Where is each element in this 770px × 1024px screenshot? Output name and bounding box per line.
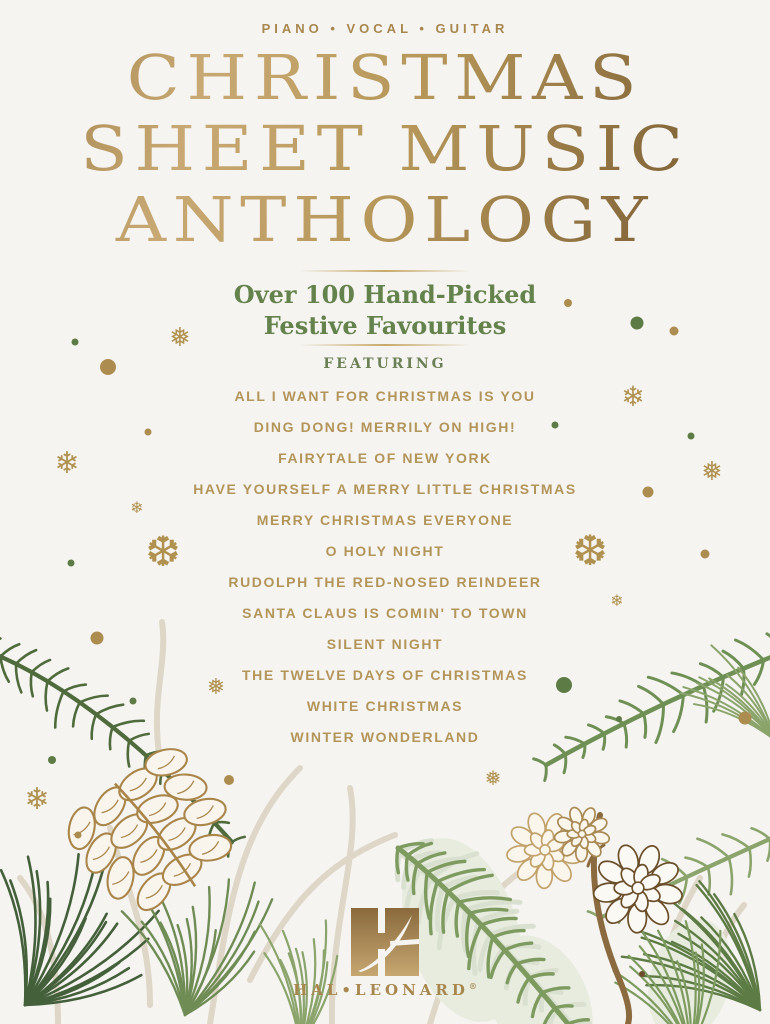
snowflake-icon: ❄	[130, 498, 144, 517]
subtitle-line-1: Over 100 Hand-Picked	[233, 280, 537, 309]
snowflake-icon: ❅	[484, 766, 502, 790]
gold-divider	[299, 270, 471, 272]
song-item: MERRY CHRISTMAS EVERYONE	[256, 512, 514, 528]
song-item: RUDOLPH THE RED-NOSED REINDEER	[228, 574, 542, 590]
song-item: ALL I WANT FOR CHRISTMAS IS YOU	[234, 388, 536, 404]
snowflake-icon: ❆	[145, 527, 181, 576]
snowflake-icon: ❄	[610, 591, 624, 610]
song-item: DING DONG! MERRILY ON HIGH!	[253, 419, 517, 435]
snowflake-icon: ❅	[206, 675, 226, 700]
snowflake-icon: ❄	[24, 782, 50, 817]
snowflake-icon: ❄	[54, 446, 80, 481]
song-item: O HOLY NIGHT	[325, 543, 445, 559]
series-line: PIANO • VOCAL • GUITAR	[261, 21, 509, 36]
title-line-3: ANTHOLOGY	[115, 183, 655, 256]
snowflake-icon: ❅	[169, 323, 191, 353]
featuring-label: FEATURING	[323, 356, 447, 372]
subtitle-line-2: Festive Favourites	[263, 311, 507, 340]
song-list	[0, 381, 770, 753]
gold-divider	[299, 344, 471, 346]
title-line-2: SHEET MUSIC	[80, 112, 690, 185]
hal-leonard-logo-icon	[351, 908, 419, 976]
song-item: WHITE CHRISTMAS	[306, 698, 464, 714]
registered-mark: ®	[468, 981, 477, 991]
song-item: WINTER WONDERLAND	[290, 729, 480, 745]
song-item: SILENT NIGHT	[326, 636, 444, 652]
song-item: FAIRYTALE OF NEW YORK	[278, 450, 492, 466]
snowflake-icon: ❆	[572, 526, 608, 575]
publisher-block	[0, 908, 770, 999]
song-item: SANTA CLAUS IS COMIN' TO TOWN	[242, 605, 528, 621]
snowflake-icon: ❄	[621, 380, 645, 413]
publisher-name: HAL•LEONARD®	[293, 981, 477, 999]
snowflake-icon: ❅	[701, 457, 723, 487]
subtitle	[0, 279, 770, 341]
book-title	[0, 42, 770, 255]
title-line-1: CHRISTMAS	[126, 41, 644, 114]
song-item: HAVE YOURSELF A MERRY LITTLE CHRISTMAS	[193, 481, 577, 497]
song-item: THE TWELVE DAYS OF CHRISTMAS	[242, 667, 528, 683]
